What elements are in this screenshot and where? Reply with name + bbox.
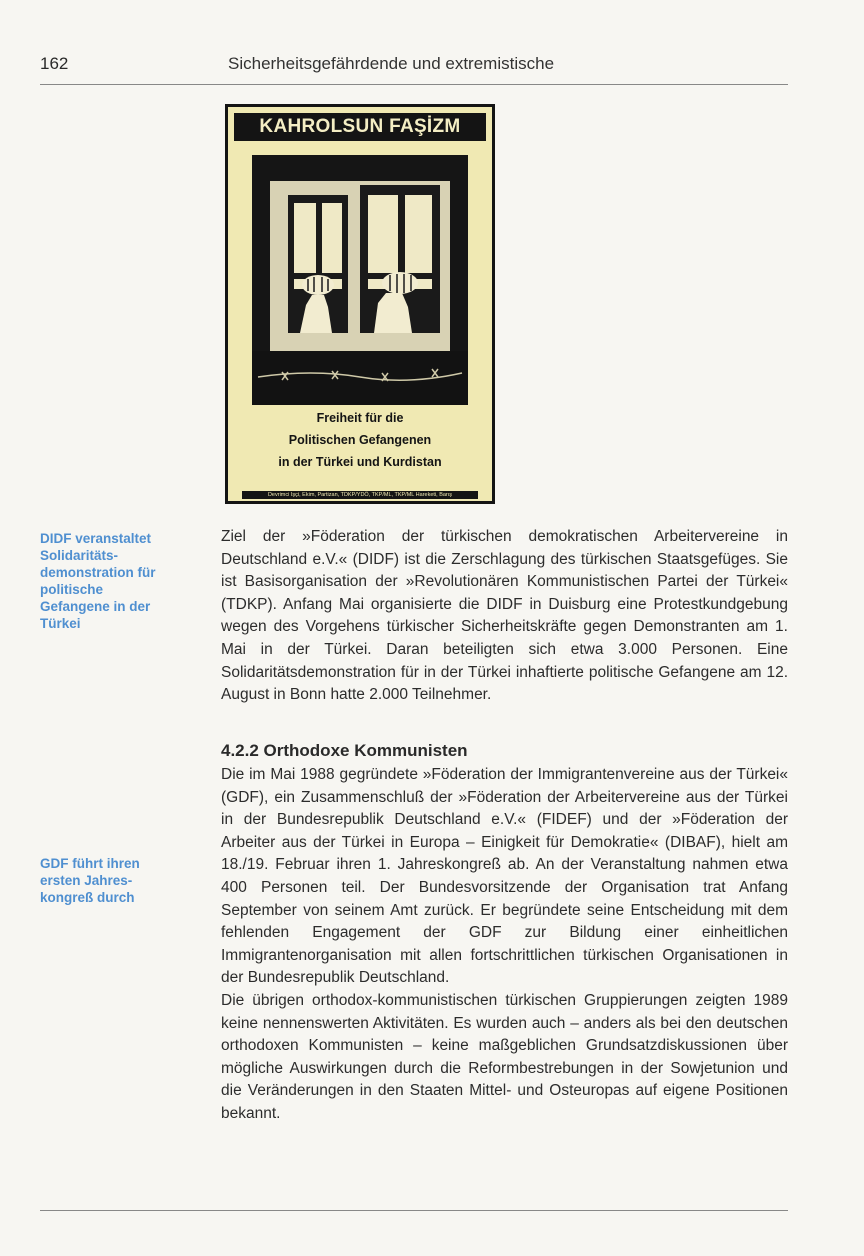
poster-caption-line: Freiheit für die bbox=[316, 411, 404, 425]
body-paragraph-2 bbox=[221, 764, 788, 1126]
paragraph-text: Die im Mai 1988 gegründete »Föderation der Immigrantenvereine aus der Türkei« (GDF), ein Zusammenschluß der »Föderation der Arbeitervereine aus der Türkei in der Bundesrepublik Deutschland e.V.« (FIDEF) und der »Föderation der Arbeiter aus der Türkei in Europa – Einigkeit für Demokratie« (DIBAF), hielt am 18./19. Februar ihren 1. Jahreskongreß ab. An der Veranstaltung nahmen etwa 400 Personen teil. Der Bundesvorsitzende der Organisation trat Anfang September von seinem Amt zurück. Er begründete seine Entscheidung mit dem fehlenden Engagement der GDF zur Bildung einer einheitlichen Immigrantenorganisation mit allen fortschrittlichen türkischen Organisationen in der Bundesrepublik Deutschland. bbox=[221, 766, 788, 987]
margin-note-didf bbox=[40, 530, 190, 632]
body-paragraph-1 bbox=[221, 526, 788, 707]
prison-window-raised-fists-icon bbox=[252, 155, 468, 405]
footer-rule bbox=[40, 1210, 788, 1211]
poster-image bbox=[225, 104, 495, 504]
margin-note-line: ersten Jahres- bbox=[40, 873, 133, 888]
margin-note-line: GDF führt ihren bbox=[40, 856, 140, 871]
paragraph-text: Die übrigen orthodox-kommunistischen türkischen Gruppierungen zeigten 1989 keine nennenswerten Aktivitäten. Es wurden auch – anders als bei den deutschen orthodoxen Kommunisten – keine maßgeblichen Grundsatzdiskussionen über mögliche Auswirkungen durch die Reformbestrebungen in der Sowjetunion und die Veränderungen in den Staaten Mittel- und Osteuropas auf eigene Positionen bekannt. bbox=[221, 991, 788, 1122]
margin-note-line: Türkei bbox=[40, 616, 81, 631]
page-number: 162 bbox=[40, 54, 69, 73]
margin-note-line: Gefangene in der bbox=[40, 599, 151, 614]
poster-caption-line: Politischen Gefangenen bbox=[288, 433, 432, 447]
header-rule bbox=[40, 84, 788, 85]
poster-title: KAHROLSUN FAŞİZM bbox=[234, 113, 486, 141]
margin-note-line: kongreß durch bbox=[40, 890, 135, 905]
paragraph-text: Ziel der »Föderation der türkischen demokratischen Arbeitervereine in Deutschland e.V.« (DIDF) ist die Zerschlagung des türkischen Staatsgefüges. Sie ist Basisorganisation der »Revolutionären Kommunistischen Partei der Türkei« (TDKP). Anfang Mai organisierte die DIDF in Duisburg eine Protestkundgebung wegen des Vorgehens türkischer Sicherheitskräfte gegen Demonstranten am 1. Mai in der Türkei. Daran beteiligten sich etwa 3.000 Personen. Eine Solidaritätsdemonstration für in der Türkei inhaftierte politische Gefangene am 12. August in Bonn hatte 2.000 Teilnehmer. bbox=[221, 528, 788, 704]
margin-note-gdf bbox=[40, 855, 190, 906]
margin-note-line: Solidaritäts- bbox=[40, 548, 119, 563]
margin-note-line: demonstration für bbox=[40, 565, 156, 580]
poster-footer: Devrimci Işçi, Ekim, Partizan, TDKP/YDÖ, TKP/ML, TKP/ML Hareketi, Barış bbox=[242, 491, 478, 499]
poster-caption bbox=[236, 407, 484, 473]
margin-note-line: DIDF veranstaltet bbox=[40, 531, 152, 546]
section-heading: 4.2.2 Orthodoxe Kommunisten bbox=[221, 741, 468, 760]
margin-note-line: politische bbox=[40, 582, 104, 597]
running-head: Sicherheitsgefährdende und extremistische bbox=[228, 54, 555, 73]
poster-caption-line: in der Türkei und Kurdistan bbox=[278, 455, 442, 469]
